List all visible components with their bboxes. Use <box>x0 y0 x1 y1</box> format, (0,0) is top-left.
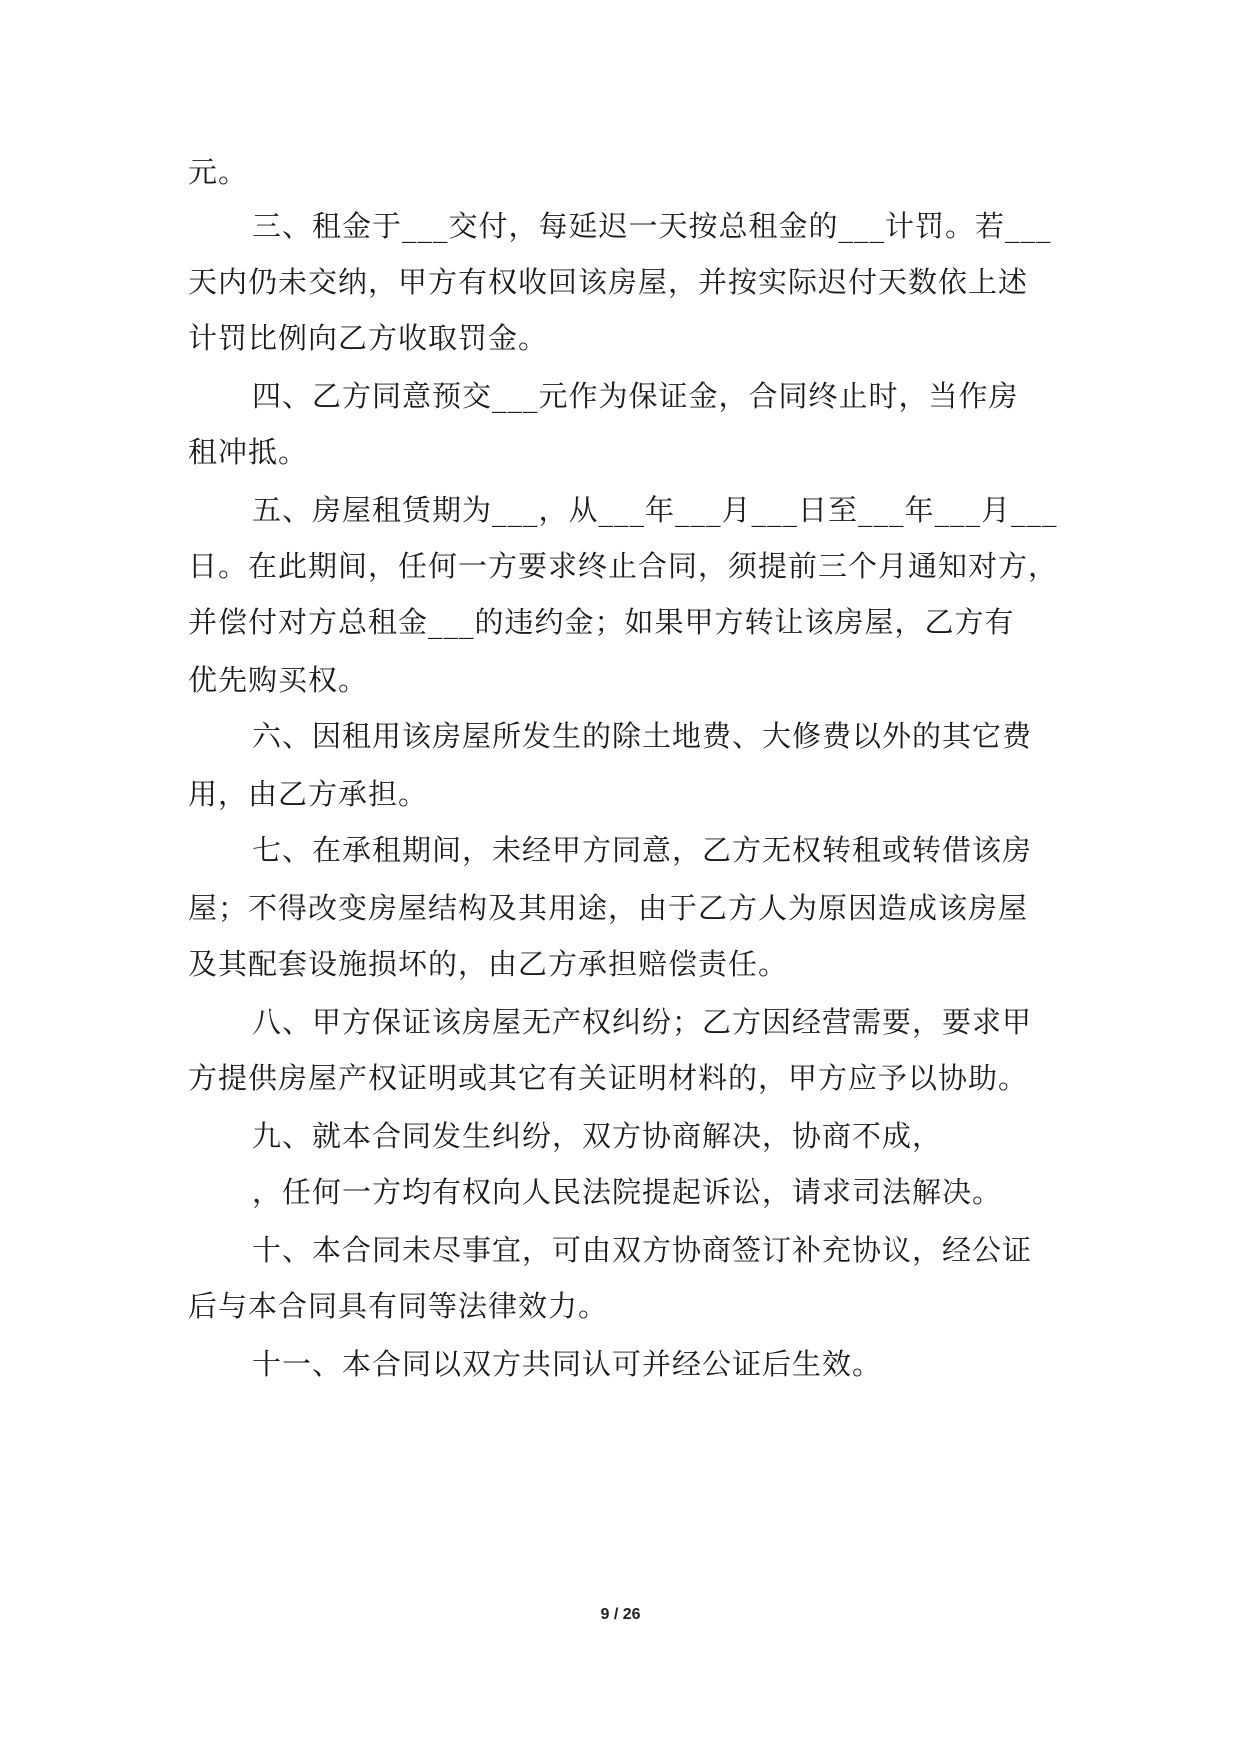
clause-5-line-4: 优先购买权。 <box>188 663 369 697</box>
clause-7-line-2: 屋；不得改变房屋结构及其用途，由于乙方人为原因造成该房屋 <box>188 891 1029 925</box>
page-number: 9 / 26 <box>600 1606 641 1623</box>
clause-8-line-2: 方提供房屋产权证明或其它有关证明材料的，甲方应予以协助。 <box>188 1061 1029 1095</box>
clause-5-line-1: 五、房屋租赁期为___，从___年___月___日至___年___月___ <box>252 493 1058 527</box>
text-line: 元。 <box>188 155 249 189</box>
clause-4-line-1: 四、乙方同意预交___元作为保证金，合同终止时，当作房 <box>252 379 1019 413</box>
clause-9-line-2: ，任何一方均有权向人民法院提起诉讼，请求司法解决。 <box>252 1175 1003 1209</box>
clause-9-line-1: 九、就本合同发生纠纷，双方协商解决，协商不成， <box>252 1119 943 1153</box>
clause-6-line-2: 用，由乙方承担。 <box>188 777 429 811</box>
clause-3-line-2: 天内仍未交纳，甲方有权收回该房屋，并按实际迟付天数依上述 <box>188 265 1029 299</box>
clause-5-line-3: 并偿付对方总租金___的违约金；如果甲方转让该房屋，乙方有 <box>188 605 1015 639</box>
clause-10-line-2: 后与本合同具有同等法律效力。 <box>188 1289 609 1323</box>
clause-4-line-2: 租冲抵。 <box>188 435 309 469</box>
clause-8-line-1: 八、甲方保证该房屋无产权纠纷；乙方因经营需要，要求甲 <box>252 1005 1033 1039</box>
clause-7-line-1: 七、在承租期间，未经甲方同意，乙方无权转租或转借该房 <box>252 833 1033 867</box>
clause-5-line-2: 日。在此期间，任何一方要求终止合同，须提前三个月通知对方， <box>188 549 1059 583</box>
clause-6-line-1: 六、因租用该房屋所发生的除土地费、大修费以外的其它费 <box>252 719 1033 753</box>
clause-10-line-1: 十、本合同未尽事宜，可由双方协商签订补充协议，经公证 <box>252 1233 1033 1267</box>
clause-3-line-1: 三、租金于___交付，每延迟一天按总租金的___计罚。若___ <box>252 209 1052 243</box>
clause-11-line-1: 十一、本合同以双方共同认可并经公证后生效。 <box>252 1347 883 1381</box>
clause-7-line-3: 及其配套设施损坏的，由乙方承担赔偿责任。 <box>188 947 789 981</box>
clause-3-line-3: 计罚比例向乙方收取罚金。 <box>188 321 549 355</box>
